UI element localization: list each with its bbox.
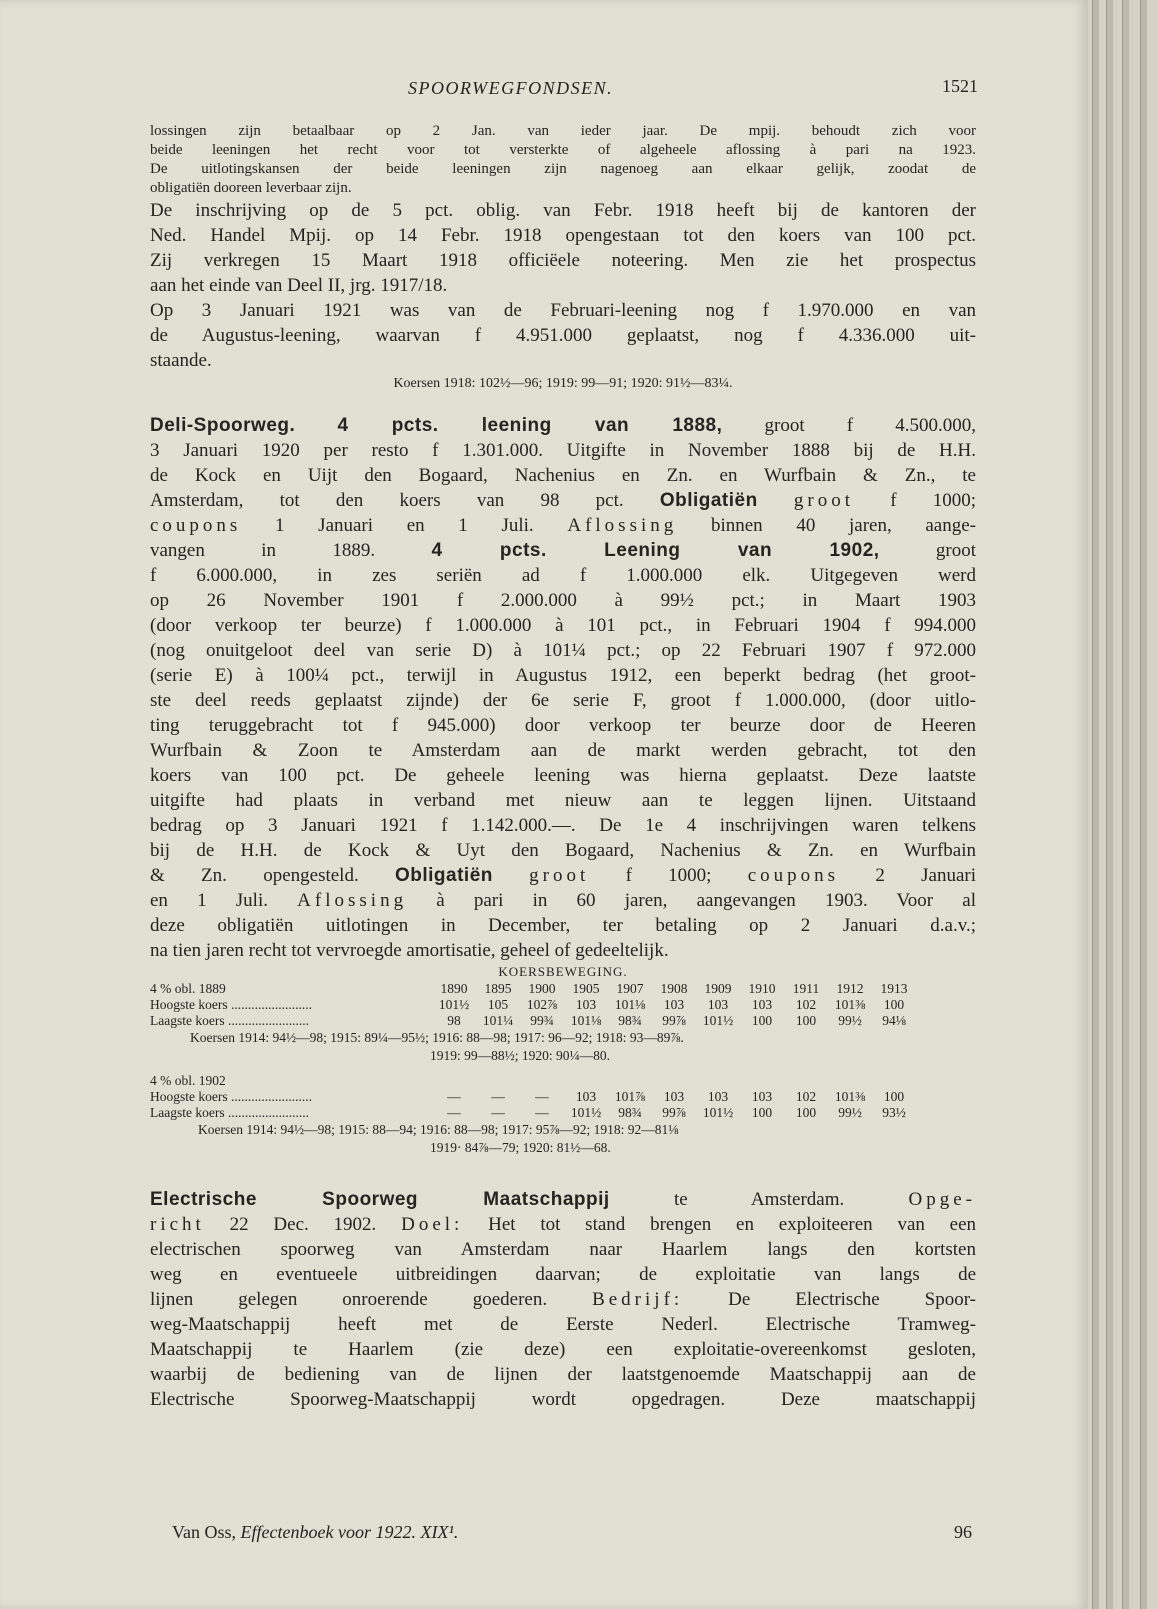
table-cell: 98¾ — [618, 1013, 642, 1028]
table-row — [150, 1013, 976, 1029]
footer-author: Van Oss, — [172, 1522, 237, 1542]
table-cell: 1890 — [440, 981, 468, 996]
table-cell: 98 — [447, 1013, 461, 1028]
table-cell: 101½ — [702, 1105, 734, 1120]
text-span: Aflossing — [567, 515, 678, 536]
text-line: ste deel reeds geplaatst zijnde) der 6e serie F, groot f 1.000.000, (door uitlo- — [150, 690, 976, 711]
body-text — [150, 122, 976, 1412]
table-cell: 1912 — [836, 981, 864, 996]
text-line: staande. — [150, 350, 212, 371]
table-row — [150, 1105, 976, 1121]
table-cell: 101½ — [702, 1013, 734, 1028]
page-footer — [172, 1522, 972, 1546]
text-span: f 1000; — [890, 490, 976, 511]
table-cell: 101⅜ — [834, 1089, 866, 1104]
table-cell: 100 — [795, 1105, 817, 1120]
koers-table-1889 — [150, 981, 976, 1029]
text-line: Maatschappij te Haarlem (zie deze) een exploitatie-overeenkomst gesloten, — [150, 1339, 976, 1360]
table-cell: 102⅞ — [526, 997, 558, 1012]
text-line: lossingen zijn betaalbaar op 2 Jan. van ieder jaar. De mpij. behoudt zich voor — [150, 123, 976, 139]
table-cell: 103 — [663, 1089, 685, 1104]
footer-signature: 96 — [954, 1522, 972, 1542]
text-line: de Kock en Uijt den Bogaard, Nachenius en Zn. en Wurfbain & Zn., te — [150, 465, 976, 486]
text-span: Aflossing — [297, 890, 408, 911]
table-cell: — — [491, 1089, 505, 1104]
text-span: & Zn. opengesteld. — [150, 865, 359, 886]
text-line: beide leeningen het recht voor tot versterkte of algeheele aflossing à pari na 1923. — [150, 142, 976, 158]
row-label: Hoogste koers ........................ — [150, 1089, 312, 1104]
text-line — [150, 413, 976, 438]
text-span: Bedrijf: — [592, 1289, 684, 1310]
text-line: bij de H.H. de Kock & Uyt den Bogaard, Nachenius & Zn. en Wurfbain — [150, 840, 976, 861]
koersen-line: Koersen 1914: 94½—98; 1915: 89¼—95½; 1916: 88—98; 1917: 96—92; 1918: 93—89⅞. — [190, 1030, 684, 1045]
table-cell: 1910 — [748, 981, 776, 996]
table-cell: 100 — [751, 1013, 773, 1028]
table-cell: 99½ — [838, 1105, 862, 1120]
table-cell: 99½ — [838, 1013, 862, 1028]
row-label: 4 % obl. 1902 — [150, 1073, 226, 1088]
table-row — [150, 1073, 976, 1089]
loan-title: 4 pcts. Leening van 1902, — [431, 540, 880, 561]
table-cell: 98¾ — [618, 1105, 642, 1120]
text-line: op 26 November 1901 f 2.000.000 à 99½ pct.; in Maart 1903 — [150, 590, 976, 611]
text-line — [150, 1187, 976, 1212]
table-cell: 103 — [663, 997, 685, 1012]
footer-book: Effectenboek voor 1922. — [240, 1522, 416, 1542]
text-line — [150, 488, 976, 513]
footer-imprint — [172, 1522, 458, 1543]
text-line: De inschrijving op de 5 pct. oblig. van Febr. 1918 heeft bij de kantoren der — [150, 200, 976, 221]
koersen-line: Koersen 1918: 102½—96; 1919: 99—91; 1920: 91½—83¼. — [393, 376, 733, 391]
text-line: Op 3 Januari 1921 was van de Februari-leening nog f 1.970.000 en van — [150, 300, 976, 321]
text-span: Het tot stand brengen en exploiteeren van een — [488, 1214, 976, 1235]
table-cell: — — [447, 1089, 461, 1104]
table-cell: 1913 — [880, 981, 908, 996]
text-line: obligatiën dooreen leverbaar zijn. — [150, 180, 352, 196]
table-cell: 1911 — [792, 981, 820, 996]
table-cell: 103 — [751, 1089, 773, 1104]
obligatien-term: Obligatiën — [659, 490, 758, 511]
text-line: De uitlotingskansen der beide leeningen zijn nagenoeg aan elkaar gelijk, zoodat de — [150, 161, 976, 177]
table-cell: 105 — [487, 997, 509, 1012]
page-edge — [1092, 0, 1099, 1609]
koersen-line: Koersen 1914: 94½—98; 1915: 88—94; 1916: 88—98; 1917: 95⅞—92; 1918: 92—81⅛ — [198, 1122, 679, 1137]
table-cell: 1905 — [572, 981, 600, 996]
text-span: groot f 4.500.000, — [764, 415, 976, 436]
table-cell: 1895 — [484, 981, 512, 996]
running-head — [150, 78, 980, 102]
table-cell: 100 — [795, 1013, 817, 1028]
table-cell: 101½ — [438, 997, 470, 1012]
text-line: electrischen spoorweg van Amsterdam naar Haarlem langs den kortsten — [150, 1239, 976, 1260]
table-cell: 101⅛ — [570, 1013, 602, 1028]
text-span: groot — [793, 490, 855, 511]
table-cell: 101½ — [570, 1105, 602, 1120]
text-line: na tien jaren recht tot vervroegde amortisatie, geheel of gedeeltelijk. — [150, 940, 669, 961]
text-line: weg en eventueele uitbreidingen daarvan; de exploitatie van langs de — [150, 1264, 976, 1285]
text-span: te Amsterdam. — [673, 1189, 845, 1210]
table-row — [150, 997, 976, 1013]
row-label: Laagste koers ........................ — [150, 1105, 309, 1120]
table-cell: 103 — [575, 1089, 597, 1104]
table-cell: 101⅛ — [614, 997, 646, 1012]
text-line: (door verkoop ter beurze) f 1.000.000 à 101 pct., in Februari 1904 f 994.000 — [150, 615, 976, 636]
text-span: binnen 40 jaren, aange- — [710, 515, 976, 536]
text-span: f 1000; — [625, 865, 712, 886]
table-cell: 102 — [795, 1089, 817, 1104]
text-line: Wurfbain & Zoon te Amsterdam aan de markt werden gebracht, tot den — [150, 740, 976, 761]
table-cell: 99⅞ — [662, 1105, 686, 1120]
page-edge — [1106, 0, 1113, 1609]
text-span: richt — [150, 1214, 205, 1235]
table-row — [150, 1089, 976, 1105]
koers-table-1902 — [150, 1073, 976, 1121]
table-cell: 1908 — [660, 981, 688, 996]
text-span: lijnen gelegen onroerende goederen. — [150, 1289, 548, 1310]
text-line: deze obligatiën uitlotingen in December, ter betaling op 2 Januari d.a.v.; — [150, 915, 976, 936]
table-cell: 103 — [707, 1089, 729, 1104]
table-cell: 99¾ — [530, 1013, 554, 1028]
table-cell: 93½ — [882, 1105, 906, 1120]
table-cell: 99⅞ — [662, 1013, 686, 1028]
table-cell: 103 — [575, 997, 597, 1012]
text-line: f 6.000.000, in zes seriën ad f 1.000.000 elk. Uitgegeven werd — [150, 565, 976, 586]
text-span: en 1 Juli. — [150, 890, 268, 911]
row-label: 4 % obl. 1889 — [150, 981, 226, 996]
text-line: 3 Januari 1920 per resto f 1.301.000. Uitgifte in November 1888 bij de H.H. — [150, 440, 976, 461]
table-cell: 100 — [883, 997, 905, 1012]
table-cell: 94⅛ — [882, 1013, 906, 1028]
text-line: Ned. Handel Mpij. op 14 Febr. 1918 opengestaan tot den koers van 100 pct. — [150, 225, 976, 246]
text-span: à pari in 60 jaren, aangevangen 1903. Voor al — [436, 890, 976, 911]
text-line: koers van 100 pct. De geheele leening was hierna geplaatst. Deze laatste — [150, 765, 976, 786]
text-span: 22 Dec. 1902. — [229, 1214, 377, 1235]
page-edge — [1140, 0, 1147, 1609]
text-line: de Augustus-leening, waarvan f 4.951.000 geplaatst, nog f 4.336.000 uit- — [150, 325, 976, 346]
text-span: coupons — [747, 865, 840, 886]
table-cell: — — [447, 1105, 461, 1120]
text-line: waarbij de bediening van de lijnen der laatstgenoemde Maatschappij aan de — [150, 1364, 976, 1385]
text-span: 2 Januari — [875, 865, 976, 886]
text-line — [150, 1212, 976, 1237]
table-cell: 100 — [751, 1105, 773, 1120]
row-label: Laagste koers ........................ — [150, 1013, 309, 1028]
table-cell: 100 — [883, 1089, 905, 1104]
text-span: 1 Januari en 1 Juli. — [275, 515, 534, 536]
running-title: SPOORWEGFONDSEN. — [408, 78, 614, 98]
footer-volume: XIX¹. — [420, 1522, 459, 1542]
text-line — [150, 888, 976, 913]
text-line: bedrag op 3 Januari 1921 f 1.142.000.—. De 1e 4 inschrijvingen waren telkens — [150, 815, 976, 836]
table-cell: 103 — [707, 997, 729, 1012]
text-line: weg-Maatschappij heeft met de Eerste Nederl. Electrische Tramweg- — [150, 1314, 976, 1335]
text-line: (serie E) à 100¼ pct., terwijl in Augustus 1912, een beperkt bedrag (het groot- — [150, 665, 976, 686]
obligatien-term: Obligatiën — [394, 865, 493, 886]
table-cell: 1907 — [616, 981, 644, 996]
table-cell: — — [535, 1089, 549, 1104]
table-cell: 102 — [795, 997, 817, 1012]
text-line: ting teruggebracht tot f 945.000) door verkoop ter beurze door de Heeren — [150, 715, 976, 736]
table-cell: — — [535, 1105, 549, 1120]
loan-title: 4 pcts. leening van 1888, — [337, 415, 723, 436]
koersen-line: 1919: 99—88½; 1920: 90¼—80. — [430, 1048, 611, 1063]
table-cell: 1909 — [704, 981, 732, 996]
koersen-line: 1919· 84⅞—79; 1920: 81½—68. — [430, 1140, 611, 1155]
text-line: Zij verkregen 15 Maart 1918 officiëele noteering. Men zie het prospectus — [150, 250, 976, 271]
text-span: groot — [529, 865, 590, 886]
electrische-heading: Electrische Spoorweg Maatschappij — [150, 1189, 610, 1210]
deli-heading: Deli-Spoorweg. — [150, 415, 296, 436]
text-line: (nog onuitgeloot deel van serie D) à 101¼ pct.; op 22 Februari 1907 f 972.000 — [150, 640, 976, 661]
table-cell: 101⅞ — [614, 1089, 646, 1104]
text-line: aan het einde van Deel II, jrg. 1917/18. — [150, 275, 448, 296]
text-span: Amsterdam, tot den koers van 98 pct. — [150, 490, 624, 511]
table-cell: — — [491, 1105, 505, 1120]
text-line: Electrische Spoorweg-Maatschappij wordt opgedragen. Deze maatschappij — [150, 1389, 976, 1410]
text-span: coupons — [150, 515, 242, 536]
page-edge — [1122, 0, 1129, 1609]
koersbeweging-title: KOERSBEWEGING. — [498, 964, 628, 979]
table-row — [150, 981, 976, 997]
table-cell: 103 — [751, 997, 773, 1012]
text-span: Doel: — [401, 1214, 464, 1235]
text-line: uitgifte had plaats in verband met nieuw aan te leggen lijnen. Uitstaand — [150, 790, 976, 811]
text-line — [150, 513, 976, 538]
row-label: Hoogste koers ........................ — [150, 997, 312, 1012]
text-span: vangen in 1889. — [150, 540, 376, 561]
text-line — [150, 538, 976, 563]
table-cell: 101⅜ — [834, 997, 866, 1012]
table-cell: 101¼ — [482, 1013, 514, 1028]
text-span: groot — [935, 540, 976, 561]
table-cell: 1900 — [528, 981, 556, 996]
page-number: 1521 — [942, 76, 978, 96]
text-line — [150, 1287, 976, 1312]
text-span: De Electrische Spoor- — [728, 1289, 976, 1310]
text-span: Opge- — [908, 1189, 976, 1210]
text-line — [150, 863, 976, 888]
